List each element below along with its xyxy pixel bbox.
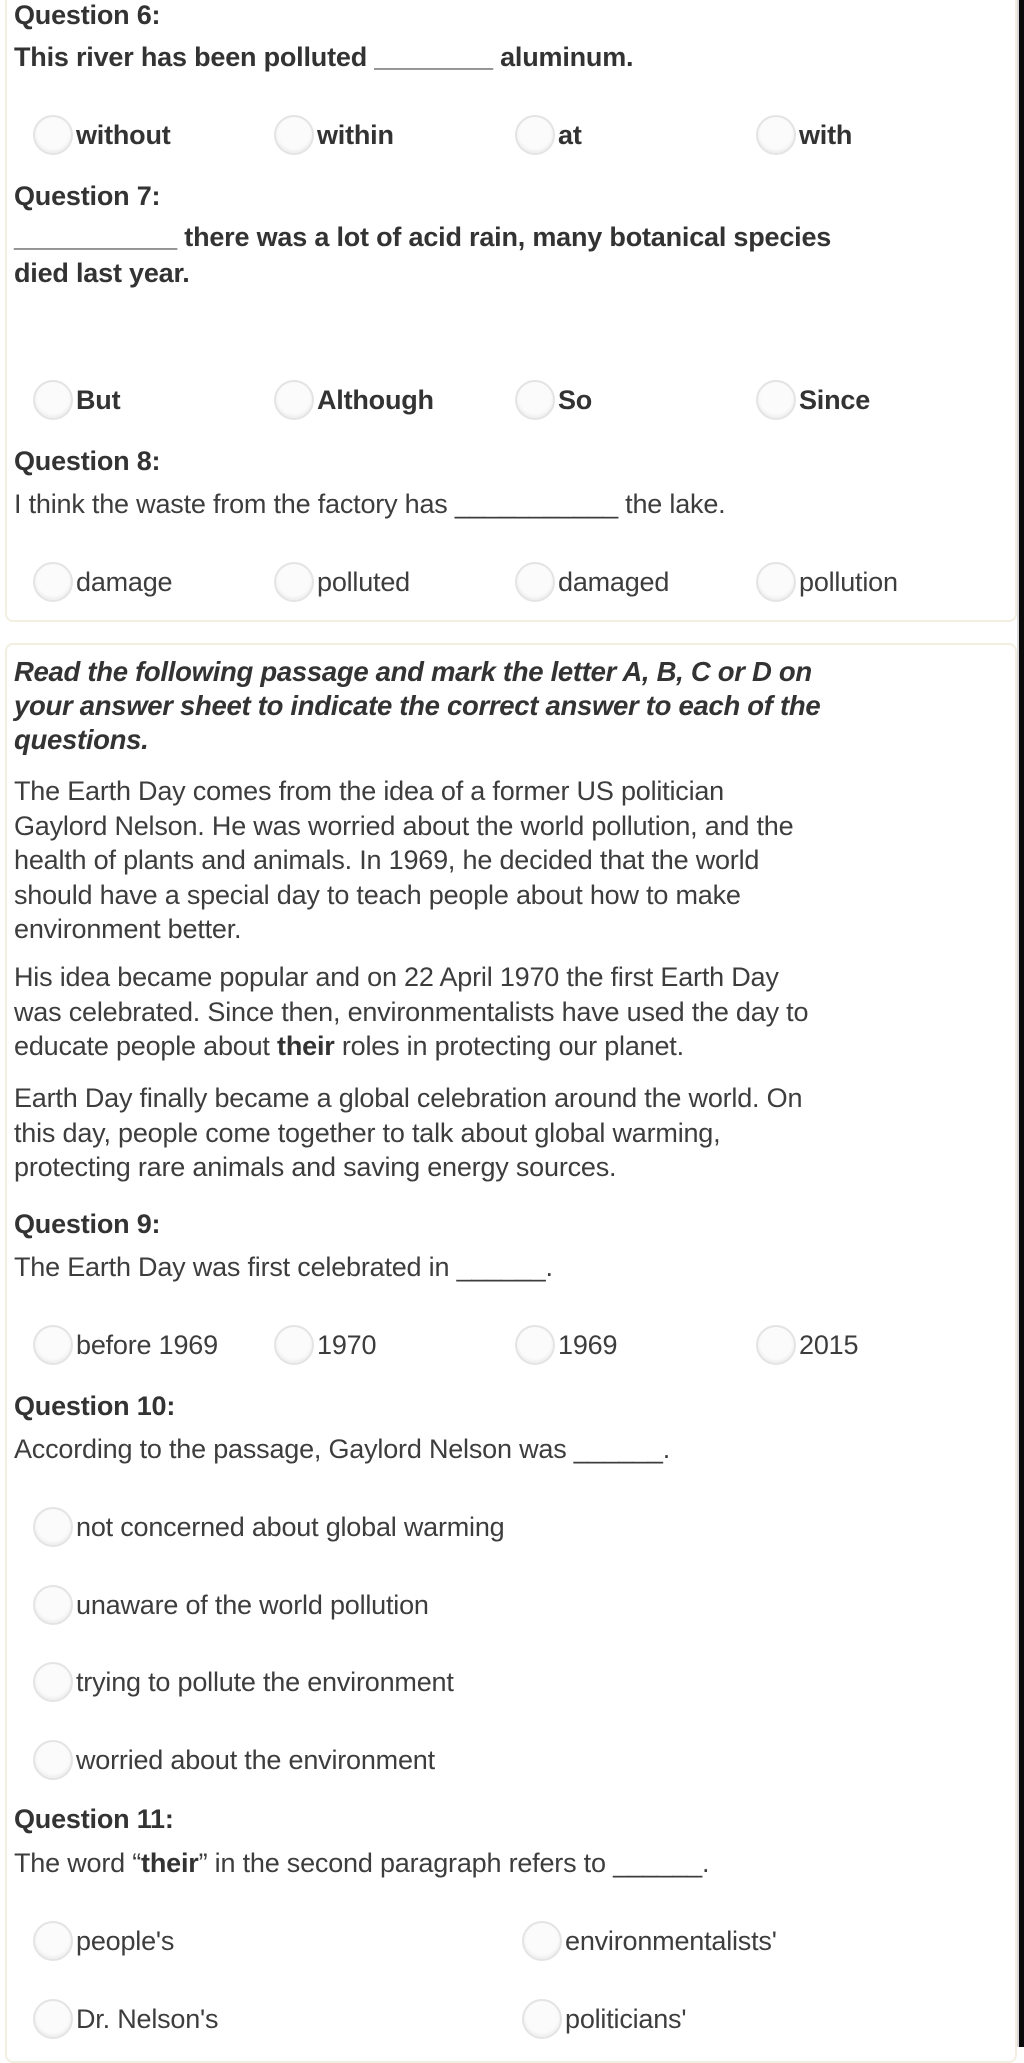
question-7-option-b[interactable] — [274, 378, 434, 422]
question-8-option-a[interactable] — [33, 560, 172, 604]
question-6-title: Question 6: — [14, 0, 161, 30]
radio-icon[interactable] — [33, 1921, 73, 1961]
paragraph-line: The Earth Day comes from the idea of a former US politician — [14, 776, 725, 806]
option-label: environmentalists' — [565, 1925, 777, 1956]
question-10-option-a[interactable] — [33, 1505, 504, 1549]
option-label: at — [558, 119, 582, 150]
radio-icon[interactable] — [33, 380, 73, 420]
option-label: But — [76, 384, 121, 415]
radio-icon[interactable] — [33, 1999, 73, 2039]
screen-edge — [1019, 0, 1024, 2047]
radio-icon[interactable] — [274, 562, 314, 602]
radio-icon[interactable] — [33, 1662, 73, 1702]
question-9-option-d[interactable] — [756, 1323, 858, 1367]
text-segment: The word “ — [14, 1848, 142, 1878]
question-7-option-a[interactable] — [33, 378, 120, 422]
question-6-option-b[interactable] — [274, 113, 394, 157]
question-9-option-a[interactable] — [33, 1323, 218, 1367]
passage-paragraph-2 — [14, 960, 1014, 1064]
question-6-option-a[interactable] — [33, 113, 171, 157]
option-label: Dr. Nelson's — [76, 2003, 219, 2034]
question-6-text: This river has been polluted ________ aluminum. — [14, 42, 634, 72]
option-label: 2015 — [799, 1329, 859, 1360]
radio-icon[interactable] — [274, 1325, 314, 1365]
option-label: people's — [76, 1925, 175, 1956]
question-7-option-d[interactable] — [756, 378, 870, 422]
option-label: pollution — [799, 566, 898, 597]
question-11-title: Question 11: — [14, 1804, 174, 1834]
paragraph-line — [14, 1029, 1014, 1064]
option-label: within — [317, 119, 394, 150]
question-9-option-b[interactable] — [274, 1323, 376, 1367]
text-segment: ” in the second paragraph refers to ______. — [198, 1848, 710, 1878]
paragraph-line: environment better. — [14, 914, 242, 944]
paragraph-line: Earth Day finally became a global celebration around the world. On — [14, 1083, 803, 1113]
radio-icon[interactable] — [33, 1740, 73, 1780]
question-card — [5, 0, 1017, 622]
text-segment: educate people about — [14, 1031, 278, 1061]
option-label: damaged — [558, 566, 670, 597]
radio-icon[interactable] — [33, 1507, 73, 1547]
radio-icon[interactable] — [522, 1999, 562, 2039]
question-10-option-c[interactable] — [33, 1660, 454, 1704]
radio-icon[interactable] — [274, 115, 314, 155]
question-7-title: Question 7: — [14, 181, 161, 211]
passage-instruction-line2: your answer sheet to indicate the correct answer to each of the — [14, 690, 821, 721]
radio-icon[interactable] — [756, 115, 796, 155]
question-11-option-b[interactable] — [522, 1919, 777, 1963]
option-label: not concerned about global warming — [76, 1511, 505, 1542]
question-10-text: According to the passage, Gaylord Nelson was ______. — [14, 1434, 671, 1464]
paragraph-line: this day, people come together to talk about global warming, — [14, 1117, 721, 1148]
radio-icon[interactable] — [756, 1325, 796, 1365]
question-10-option-b[interactable] — [33, 1583, 429, 1627]
question-9-option-c[interactable] — [515, 1323, 617, 1367]
question-7-option-c[interactable] — [515, 378, 592, 422]
option-label: 1970 — [317, 1329, 377, 1360]
question-8-option-c[interactable] — [515, 560, 669, 604]
question-6-option-d[interactable] — [756, 113, 852, 157]
paragraph-line: protecting rare animals and saving energy sources. — [14, 1152, 617, 1182]
text-segment: roles in protecting our planet. — [334, 1031, 684, 1061]
radio-icon[interactable] — [33, 562, 73, 602]
passage-paragraph-1 — [14, 774, 1014, 947]
radio-icon[interactable] — [522, 1921, 562, 1961]
question-6-option-c[interactable] — [515, 113, 582, 157]
option-label: without — [76, 119, 171, 150]
radio-icon[interactable] — [756, 380, 796, 420]
highlighted-word: their — [141, 1848, 199, 1878]
option-label: 1969 — [558, 1329, 618, 1360]
question-10-option-d[interactable] — [33, 1738, 435, 1782]
radio-icon[interactable] — [33, 1325, 73, 1365]
question-8-text: I think the waste from the factory has ___________ the lake. — [14, 489, 726, 519]
question-11-text — [14, 1848, 709, 1879]
question-7-text-line1: ___________ there was a lot of acid rain, many botanical species — [14, 222, 832, 252]
paragraph-line: Gaylord Nelson. He was worried about the world pollution, and the — [14, 810, 794, 841]
question-11-option-d[interactable] — [522, 1997, 686, 2041]
paragraph-line: His idea became popular and on 22 April 1970 the first Earth Day — [14, 962, 779, 992]
option-label: before 1969 — [76, 1329, 218, 1360]
question-8-title: Question 8: — [14, 446, 161, 476]
option-label: damage — [76, 566, 173, 597]
option-label: with — [799, 119, 853, 150]
question-9-text: The Earth Day was first celebrated in ______. — [14, 1252, 553, 1282]
radio-icon[interactable] — [33, 115, 73, 155]
option-label: unaware of the world pollution — [76, 1589, 429, 1620]
radio-icon[interactable] — [756, 562, 796, 602]
paragraph-line: was celebrated. Since then, environmentalists have used the day to — [14, 996, 809, 1027]
option-label: Although — [317, 384, 434, 415]
option-label: worried about the environment — [76, 1744, 435, 1775]
radio-icon[interactable] — [515, 562, 555, 602]
passage-instruction-line1: Read the following passage and mark the letter A, B, C or D on — [14, 656, 812, 687]
option-label: Since — [799, 384, 871, 415]
radio-icon[interactable] — [515, 1325, 555, 1365]
paragraph-line: should have a special day to teach people about how to make — [14, 879, 741, 910]
question-10-title: Question 10: — [14, 1391, 176, 1421]
question-11-option-c[interactable] — [33, 1997, 218, 2041]
highlighted-word: their — [277, 1031, 335, 1061]
radio-icon[interactable] — [274, 380, 314, 420]
option-label: polluted — [317, 566, 410, 597]
question-9-title: Question 9: — [14, 1209, 161, 1239]
option-label: politicians' — [565, 2003, 687, 2034]
question-7-text-line2: died last year. — [14, 258, 190, 288]
radio-icon[interactable] — [515, 380, 555, 420]
passage-paragraph-3 — [14, 1081, 1014, 1185]
paragraph-line: health of plants and animals. In 1969, he decided that the world — [14, 845, 760, 875]
option-label: trying to pollute the environment — [76, 1666, 454, 1697]
radio-icon[interactable] — [515, 115, 555, 155]
question-8-option-d[interactable] — [756, 560, 898, 604]
question-11-option-a[interactable] — [33, 1919, 174, 1963]
passage-instruction-line3: questions. — [14, 724, 149, 755]
option-label: So — [558, 384, 593, 415]
question-8-option-b[interactable] — [274, 560, 410, 604]
radio-icon[interactable] — [33, 1585, 73, 1625]
